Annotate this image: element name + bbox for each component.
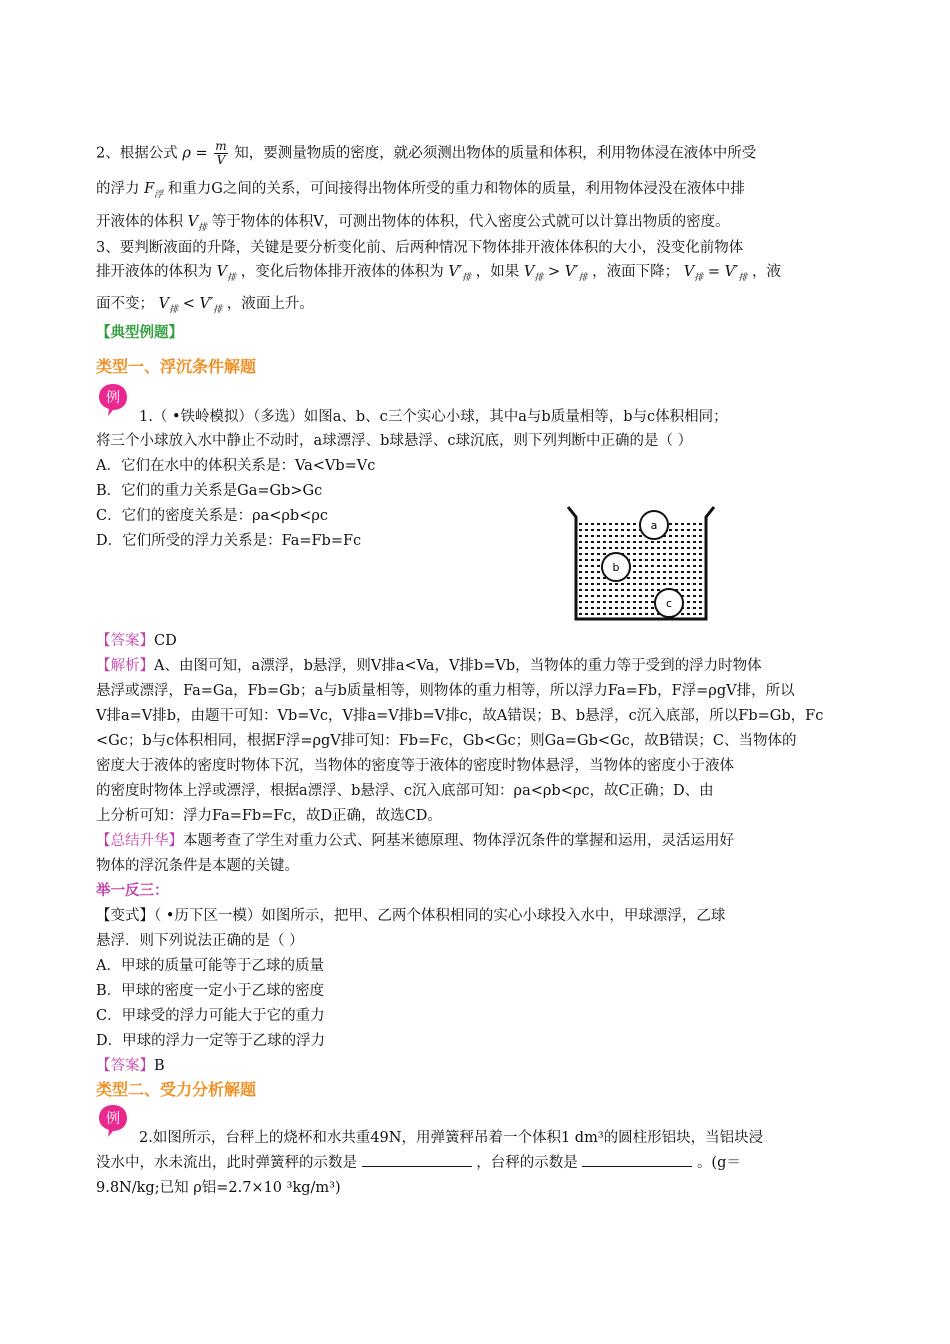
variant1-option-d: D．甲球的浮力一定等于乙球的浮力 — [96, 1033, 326, 1049]
ball-c-label: c — [665, 597, 673, 610]
text: 。(g＝ — [696, 1155, 741, 1171]
density-symbol: ρ = — [182, 145, 208, 162]
summary1-line1 — [96, 834, 734, 849]
text: 知，要测量物质的密度，就必须测出物体的质量和体积，利用物体浸在液体中所受 — [234, 145, 757, 162]
text: ，如果 — [475, 264, 520, 280]
text: ，变化后物体排开液体的体积为 — [240, 264, 444, 280]
variant1-line2: 悬浮．则下列说法正确的是（ ） — [96, 933, 304, 949]
ball-b-label: b — [612, 561, 620, 574]
fraction-numerator: m — [215, 139, 227, 153]
ball-a — [640, 511, 668, 539]
text: 的浮力 — [96, 181, 140, 197]
buoyancy-symbol — [144, 181, 164, 200]
sub: 浮 — [154, 189, 164, 200]
variant1-option-c: C．甲球受的浮力可能大于它的重力 — [96, 1008, 325, 1024]
p2-line1 — [96, 140, 756, 167]
type1-heading: 类型一、浮沉条件解题 — [96, 357, 257, 376]
density-fraction — [214, 140, 227, 167]
badge-label: 例 — [106, 1111, 120, 1127]
text: ，液面上升。 — [226, 296, 314, 312]
v-symbol: V — [187, 214, 199, 230]
badge-label: 例 — [106, 390, 120, 406]
ex1-option-d: D．它们所受的浮力关系是：Fa=Fb=Fc — [96, 533, 362, 549]
compare-gt: $V_排 > V'_排$ — [523, 264, 588, 283]
text: A、由图可知，a漂浮，b悬浮，则V排a<Va，V排b=Vb，当物体的重力等于受到的浮力时物体 — [154, 658, 762, 674]
text: 2、根据公式 — [96, 145, 178, 162]
answer-text: B — [154, 1058, 165, 1074]
typical-heading: 【典型例题】 — [96, 324, 183, 341]
text: 没水中，水未流出，此时弹簧秤的示数是 — [96, 1155, 357, 1171]
text: 排开液体的体积为 — [96, 264, 212, 280]
ex1-option-b: B．它们的重力关系是Ga=Gb>Gc — [96, 483, 323, 499]
answer1 — [96, 634, 177, 649]
sub: 排 — [198, 222, 208, 233]
ex2-line2 — [96, 1156, 741, 1171]
text: （ •历下区一模）如图所示，把甲、乙两个体积相同的实心小球投入水中，甲球漂浮，乙球 — [154, 908, 726, 924]
ball-a-label: a — [650, 519, 658, 532]
water-area — [576, 523, 706, 619]
ex1-option-a: A．它们在水中的体积关系是：Va<Vb=Vc — [96, 458, 376, 474]
analysis1-line6: 的密度时物体上浮或漂浮，根据a漂浮、b悬浮、c沉入底部可知：ρa<ρb<ρc，故C正确；D、由 — [96, 783, 714, 799]
answer-tag: 【答案】 — [96, 1058, 154, 1074]
analysis1-line1 — [96, 659, 762, 674]
compare-eq: $V_排 = V'_排$ — [683, 264, 748, 283]
ball-c — [655, 589, 683, 617]
summary-tag: 【总结升华】 — [96, 833, 183, 849]
spring-scale-answer-blank[interactable] — [362, 1166, 472, 1167]
p3-line2 — [96, 265, 781, 283]
text: ，台秤的示数是 — [476, 1155, 578, 1171]
text: ，液 — [751, 264, 781, 280]
fraction-denominator: V — [216, 153, 226, 168]
ex2-line3: 9.8N/kg;已知 ρ铝=2.7×10 ³kg/m³) — [96, 1180, 341, 1196]
v-after: $V'_排$ — [448, 264, 472, 283]
v-before: $V_排$ — [216, 264, 237, 283]
p3-line3 — [96, 297, 314, 315]
variant-tag: 【变式】 — [96, 908, 154, 924]
type2-heading: 类型二、受力分析解题 — [96, 1080, 257, 1099]
example-badge-icon — [98, 382, 128, 418]
analysis-tag: 【解析】 — [96, 658, 154, 674]
text: 面不变； — [96, 296, 154, 312]
beaker-figure — [566, 503, 716, 631]
ex1-line1: 1.（ •铁岭模拟）（多选）如图a、b、c三个实心小球，其中a与b质量相等，b与c体积相同； — [139, 409, 728, 425]
analysis1-line5: 密度大于液体的密度时物体下沉，当物体的密度等于液体的密度时物体悬浮，当物体的密度小于液体 — [96, 758, 734, 774]
analysis1-line2: 悬浮或漂浮，Fa=Ga，Fb=Gb；a与b质量相等，则物体的重力相等，所以浮力Fa=Fb，F浮=ρgV排，所以 — [96, 683, 795, 699]
f-symbol: F — [144, 181, 155, 197]
p3-line1: 3、要判断液面的升降，关键是要分析变化前、后两种情况下物体排开液体体积的大小，没变化前物体 — [96, 240, 744, 256]
variant1-option-a: A．甲球的质量可能等于乙球的质量 — [96, 958, 324, 974]
variant1-line1 — [96, 909, 725, 924]
ex2-line1: 2.如图所示，台秤上的烧杯和水共重49N，用弹簧秤吊着一个体积1 dm³的圆柱形铝块，当铝块浸 — [139, 1130, 764, 1146]
summary1-line2: 物体的浮沉条件是本题的关键。 — [96, 858, 299, 874]
text: 本题考查了学生对重力公式、阿基米德原理、物体浮沉条件的掌握和运用，灵活运用好 — [183, 833, 734, 849]
p2-line2 — [96, 182, 745, 200]
text: 和重力G之间的关系，可间接得出物体所受的重力和物体的质量，利用物体浸没在液体中排 — [167, 181, 745, 197]
variant1-option-b: B．甲球的密度一定小于乙球的密度 — [96, 983, 325, 999]
answer-tag: 【答案】 — [96, 633, 154, 649]
ex1-line2: 将三个小球放入水中静止不动时，a球漂浮、b球悬浮、c球沉底，则下列判断中正确的是（ ） — [96, 433, 693, 449]
ex1-option-c: C．它们的密度关系是：ρa<ρb<ρc — [96, 508, 329, 524]
analysis1-line3: V排a=V排b，由题干可知：Vb=Vc，V排a=V排b=V排c，故A错误；B、b悬浮，c沉入底部，所以Fb=Gb，Fc — [96, 708, 824, 724]
analysis1-line7: 上分析可知：浮力Fa=Fb=Fc，故D正确，故选CD。 — [96, 808, 442, 824]
compare-lt: $V_排 < V'_排$ — [158, 296, 223, 315]
text: 开液体的体积 — [96, 214, 183, 230]
text: ，液面下降； — [592, 264, 680, 280]
example-badge-icon — [98, 1103, 128, 1139]
answer-text: CD — [154, 633, 177, 649]
answer2 — [96, 1059, 165, 1074]
p2-line3 — [96, 215, 730, 233]
text: 等于物体的体积V，可测出物体的体积，代入密度公式就可以计算出物质的密度。 — [211, 214, 730, 230]
analysis1-line4: <Gc；b与c体积相同，根据F浮=ρgV排可知：Fb=Fc，Gb<Gc；则Ga=Gb<Gc，故B错误；C、当物体的 — [96, 733, 797, 749]
ball-b — [602, 553, 630, 581]
displaced-volume-symbol — [187, 214, 208, 233]
jyfs-heading: 举一反三： — [96, 882, 169, 899]
platform-scale-answer-blank[interactable] — [582, 1166, 692, 1167]
